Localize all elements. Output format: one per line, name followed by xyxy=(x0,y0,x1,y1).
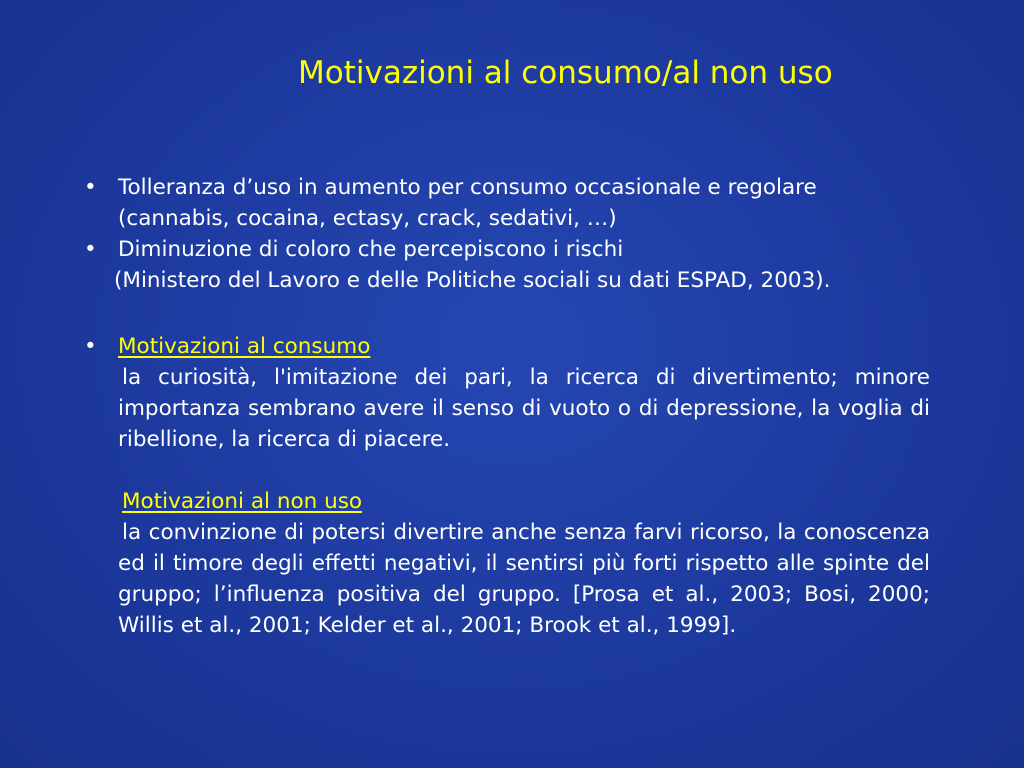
slide-body xyxy=(78,172,930,641)
spacer xyxy=(78,455,930,486)
heading-motivazioni-non-uso[interactable]: Motivazioni al non uso xyxy=(122,489,363,514)
bullet-icon: • xyxy=(84,175,97,200)
bullet-icon: • xyxy=(84,334,97,359)
bullet-icon: • xyxy=(84,237,97,262)
bullet-item-tolleranza xyxy=(78,172,930,234)
spacer xyxy=(78,296,930,331)
heading-motivazioni-consumo[interactable]: Motivazioni al consumo xyxy=(118,334,371,359)
bullet-item-consumo xyxy=(78,331,930,455)
bullet-item-diminuzione xyxy=(78,234,930,296)
slide-title: Motivazioni al consumo/al non uso xyxy=(298,55,833,91)
non-uso-block xyxy=(78,517,930,641)
non-uso-text: la convinzione di potersi divertire anche senza farvi ricorso, la conoscenza ed il timore degli effetti negativi, il sentirsi più forti rispetto alle spinte del gruppo; l’influenza positiva del gruppo. [Prosa et al., 2003; Bosi, 2000; Willis et al., 2001; Kelder et al., 2001; Brook et al., 1999]. xyxy=(118,520,930,638)
source-citation: (Ministero del Lavoro e delle Politiche sociali su dati ESPAD, 2003). xyxy=(114,268,831,293)
bullet-text: Tolleranza d’uso in aumento per consumo occasionale e regolare (cannabis, cocaina, ectasy, crack, sedativi, …) xyxy=(118,175,817,231)
bullet-text: Diminuzione di coloro che percepiscono i rischi xyxy=(118,237,624,262)
non-uso-heading-row xyxy=(78,486,930,517)
consumo-text: la curiosità, l'imitazione dei pari, la ricerca di divertimento; minore importanza sembrano avere il senso di vuoto o di depressione, la voglia di ribellione, la ricerca di piacere. xyxy=(118,365,930,452)
